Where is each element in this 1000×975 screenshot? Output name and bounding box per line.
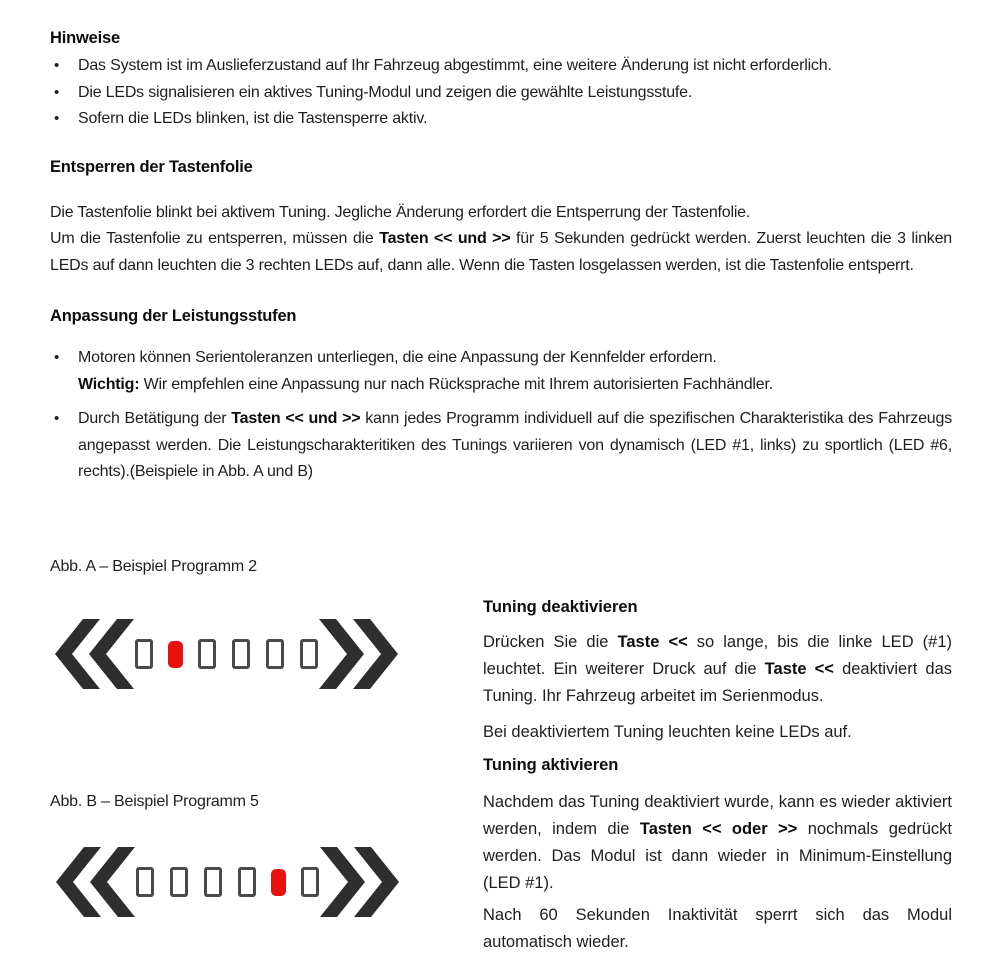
- text-run: Durch Betätigung der: [78, 410, 232, 427]
- paragraph: Bei deaktiviertem Tuning leuchten keine LEDs auf.: [483, 723, 852, 741]
- text-run-bold: Wichtig:: [78, 375, 140, 393]
- led-indicator: [170, 867, 188, 897]
- text-run: Wir empfehlen eine Anpassung nur nach Rücksprache mit Ihrem autorisierten Fachhändler.: [139, 375, 773, 393]
- text-run-bold: Tasten << und >>: [379, 230, 511, 247]
- bullet-item: [50, 53, 952, 80]
- led-indicator: [204, 867, 222, 897]
- led-indicator: [301, 867, 319, 897]
- led-display-figure-b: [56, 846, 388, 918]
- led-display-figure-a: [55, 618, 387, 690]
- led-indicator: [232, 639, 250, 669]
- entsperren-paragraph: [50, 200, 952, 280]
- bullet-item: [50, 406, 952, 486]
- led-indicator: [198, 639, 216, 669]
- main-text-column: [0, 0, 1000, 486]
- section-title-anpassung: Anpassung der Leistungsstufen: [50, 307, 297, 325]
- text-run: Drücken Sie die: [483, 633, 618, 651]
- led-indicator: [238, 867, 256, 897]
- text-run-bold: Taste <<: [764, 660, 834, 678]
- section-title-hinweise: Hinweise: [50, 29, 120, 47]
- double-chevron-left-icon: [56, 847, 136, 917]
- paragraph: [483, 789, 952, 897]
- text-run: so lange, bis die linke LED (#1) leuchtet. Ein weiterer Druck auf die: [483, 633, 953, 678]
- text-run-bold: Tasten << oder >>: [639, 820, 798, 838]
- paragraph-line: [78, 372, 952, 399]
- bullet-text: Die LEDs signalisieren ein aktives Tuning-Modul und zeigen die gewählte Leistungsstufe.: [78, 83, 693, 101]
- double-chevron-left-icon: [55, 619, 135, 689]
- section-title-entsperren: Entsperren der Tastenfolie: [50, 157, 253, 176]
- led-indicator: [135, 639, 153, 669]
- text-run: Um die Tastenfolie zu entsperren, müssen die: [50, 230, 380, 247]
- led-strip-b: [136, 867, 319, 897]
- paragraph: Nach 60 Sekunden Inaktivität sperrt sich das Modul automatisch wieder.: [483, 906, 952, 951]
- text-run: kann jedes Programm individuell auf die spezifischen Charakteristika des Fahrzeugs angepasst werden. Die Leistungscharakteritiken des Tunings variieren von dynamisch (LED #1, links) zu sportlich (LED #6, rechts).(Beispiele in Abb. A und B): [78, 410, 952, 480]
- bullet-text: Das System ist im Auslieferzustand auf Ihr Fahrzeug abgestimmt, eine weitere Änderung ist nicht erforderlich.: [78, 57, 832, 74]
- led-indicator-active: [271, 869, 286, 896]
- text-run: für 5 Sekunden gedrückt werden. Zuerst leuchten die 3 linken LEDs auf dann leuchten die 3 rechten LEDs auf, dann alle. Wenn die Tasten losgelassen werden, ist die Tastenfolie entsperrt.: [50, 230, 952, 274]
- hinweise-bullet-list: [50, 53, 952, 133]
- figure-a-label: Abb. A – Beispiel Programm 2: [50, 558, 257, 575]
- bullet-item: [50, 106, 952, 133]
- bullet-item: [50, 80, 952, 107]
- bullet-item: [50, 345, 952, 398]
- text-run-bold: Taste <<: [617, 633, 688, 651]
- paragraph-line: • Motoren können Serientoleranzen unterliegen, die eine Anpassung der Kennfelder erfordern.: [78, 349, 717, 366]
- double-chevron-right-icon: [319, 847, 399, 917]
- bullet-text: Sofern die LEDs blinken, ist die Tastensperre aktiv.: [78, 110, 428, 127]
- led-strip-a: [135, 639, 318, 669]
- paragraph-line: Die Tastenfolie blinkt bei aktivem Tuning. Jegliche Änderung erfordert die Entsperrung der Tastenfolie.: [50, 203, 751, 221]
- text-run: deaktiviert das Tuning. Ihr Fahrzeug arbeitet im Serienmodus.: [483, 660, 952, 705]
- figure-b-label: Abb. B – Beispiel Programm 5: [50, 793, 259, 810]
- text-run: Nachdem das Tuning deaktiviert wurde, kann es wieder aktiviert werden, indem die: [483, 793, 952, 838]
- paragraph: [483, 629, 952, 710]
- led-indicator: [266, 639, 284, 669]
- section-title-tuning-aktivieren: Tuning aktivieren: [483, 756, 619, 774]
- text-run-bold: Tasten << und >>: [231, 410, 361, 427]
- led-indicator: [300, 639, 318, 669]
- anpassung-bullet-list: [50, 345, 952, 486]
- right-text-column: [483, 597, 952, 956]
- text-run: nochmals gedrückt werden. Das Modul ist dann wieder in Minimum-Einstellung (LED #1).: [483, 820, 952, 892]
- paragraph: [50, 226, 952, 279]
- double-chevron-right-icon: [318, 619, 398, 689]
- section-title-tuning-deaktivieren: Tuning deaktivieren: [483, 598, 638, 616]
- led-indicator: [136, 867, 154, 897]
- led-indicator-active: [168, 641, 183, 668]
